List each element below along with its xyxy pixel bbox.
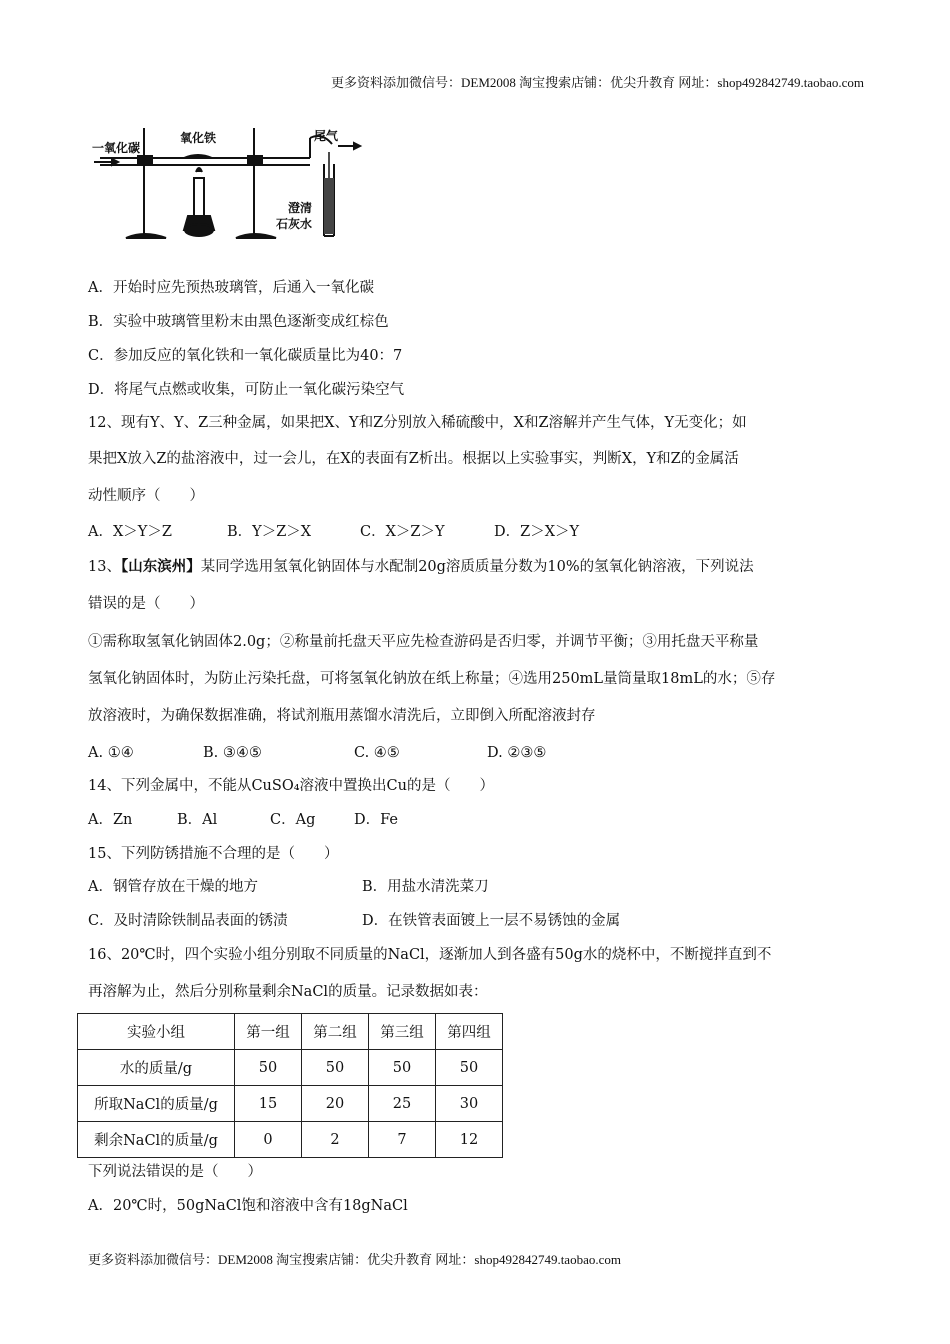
q11-option-c: C．参加反应的氧化铁和一氧化碳质量比为40：7 bbox=[88, 348, 403, 364]
q14-option-a: A．Zn bbox=[88, 812, 133, 828]
table-cell: 30 bbox=[436, 1086, 503, 1122]
q15-option-c: C．及时清除铁制品表面的锈渍 bbox=[88, 913, 288, 929]
table-row bbox=[78, 1050, 503, 1086]
q12-stem-line-3: 动性顺序（ ） bbox=[88, 488, 204, 504]
table-header-cell: 第三组 bbox=[369, 1014, 436, 1050]
q12-stem-line-2: 果把X放入Z的盐溶液中，过一会儿，在X的表面有Z析出。根据以上实验事实，判断X，Y和Z的金属活 bbox=[88, 451, 739, 467]
q14-option-c: C．Ag bbox=[270, 812, 316, 828]
q16-question: 下列说法错误的是（ ） bbox=[88, 1164, 262, 1180]
q15-option-a: A．钢管存放在干燥的地方 bbox=[88, 879, 258, 895]
q11-option-a: A．开始时应先预热玻璃管，后通入一氧化碳 bbox=[88, 280, 374, 296]
q15-option-b: B．用盐水清洗菜刀 bbox=[362, 879, 489, 895]
q11-option-b: B．实验中玻璃管里粉末由黑色逐渐变成红棕色 bbox=[88, 314, 389, 330]
q14-option-d: D．Fe bbox=[354, 812, 398, 828]
table-row bbox=[78, 1086, 503, 1122]
q15-stem: 15、下列防锈措施不合理的是（ ） bbox=[88, 846, 339, 862]
q16-stem-line-1: 16、20℃时，四个实验小组分别取不同质量的NaCl，逐渐加人到各盛有50g水的烧杯中，不断搅拌直到不 bbox=[88, 947, 772, 963]
q14-option-b: B．Al bbox=[177, 812, 218, 828]
q13-option-a: A. ①④ bbox=[88, 745, 134, 761]
page-footer: 更多资料添加微信号：DEM2008 淘宝搜索店铺：优尖升教育 网址：shop492842749.taobao.com bbox=[88, 1252, 621, 1267]
table-cell: 50 bbox=[302, 1050, 369, 1086]
table-header-cell: 第四组 bbox=[436, 1014, 503, 1050]
q13-stem-line-2: 错误的是（ ） bbox=[88, 596, 204, 612]
q11-option-d: D．将尾气点燃或收集，可防止一氧化碳污染空气 bbox=[88, 382, 405, 398]
figure-label-limewater-1: 澄清 bbox=[288, 201, 313, 215]
figure-label-limewater-2: 石灰水 bbox=[276, 217, 313, 231]
co-reduction-apparatus-figure bbox=[92, 118, 364, 246]
table-header-cell: 第二组 bbox=[302, 1014, 369, 1050]
q15-option-d: D．在铁管表面镀上一层不易锈蚀的金属 bbox=[362, 913, 621, 929]
table-cell: 2 bbox=[302, 1122, 369, 1158]
page-header: 更多资料添加微信号：DEM2008 淘宝搜索店铺：优尖升教育 网址：shop492842749.taobao.com bbox=[331, 75, 864, 90]
q13-stem-text: 某同学选用氢氧化钠固体与水配制20g溶质质量分数为10%的氢氧化钠溶液，下列说法 bbox=[200, 559, 754, 575]
table-cell: 0 bbox=[235, 1122, 302, 1158]
table-cell: 50 bbox=[436, 1050, 503, 1086]
q12-option-b: B．Y＞Z＞X bbox=[227, 524, 312, 540]
table-cell: 剩余NaCl的质量/g bbox=[78, 1122, 235, 1158]
table-cell: 50 bbox=[369, 1050, 436, 1086]
table-cell: 所取NaCl的质量/g bbox=[78, 1086, 235, 1122]
figure-label-tail-gas: 尾气 bbox=[314, 129, 339, 143]
q13-source: 【山东滨州】 bbox=[120, 558, 201, 575]
figure-label-iron-oxide: 氧化铁 bbox=[180, 131, 217, 145]
nacl-data-table bbox=[77, 1013, 503, 1158]
table-cell: 50 bbox=[235, 1050, 302, 1086]
table-header-cell: 实验小组 bbox=[78, 1014, 235, 1050]
table-cell: 20 bbox=[302, 1086, 369, 1122]
q13-option-d: D. ②③⑤ bbox=[487, 745, 547, 761]
q12-option-a: A．X＞Y＞Z bbox=[88, 524, 172, 540]
q16-option-a: A．20℃时，50gNaCl饱和溶液中含有18gNaCl bbox=[88, 1198, 408, 1214]
q12-option-d: D．Z＞X＞Y bbox=[494, 524, 580, 540]
table-header-cell: 第一组 bbox=[235, 1014, 302, 1050]
table-cell: 水的质量/g bbox=[78, 1050, 235, 1086]
q13-option-c: C. ④⑤ bbox=[354, 745, 400, 761]
q12-option-c: C．X＞Z＞Y bbox=[360, 524, 445, 540]
q13-stem-line-5: 放溶液时，为确保数据准确，将试剂瓶用蒸馏水清洗后，立即倒入所配溶液封存 bbox=[88, 708, 596, 724]
table-row bbox=[78, 1122, 503, 1158]
figure-label-co: 一氧化碳 bbox=[92, 141, 141, 155]
q12-stem-line-1: 12、现有Y、Y、Z三种金属，如果把X、Y和Z分别放入稀硫酸中，X和Z溶解并产生气体，Y无变化；如 bbox=[88, 415, 747, 431]
table-cell: 7 bbox=[369, 1122, 436, 1158]
q16-stem-line-2: 再溶解为止，然后分别称量剩余NaCl的质量。记录数据如表： bbox=[88, 984, 488, 1000]
q13-option-b: B. ③④⑤ bbox=[203, 745, 262, 761]
table-cell: 25 bbox=[369, 1086, 436, 1122]
q13-stem-line-4: 氢氧化钠固体时，为防止污染托盘，可将氢氧化钠放在纸上称量；④选用250mL量筒量取18mL的水；⑤存 bbox=[88, 671, 776, 687]
table-cell: 12 bbox=[436, 1122, 503, 1158]
table-header-row bbox=[78, 1014, 503, 1050]
q13-number: 13、 bbox=[88, 559, 121, 575]
q14-stem: 14、下列金属中，不能从CuSO₄溶液中置换出Cu的是（ ） bbox=[88, 778, 494, 794]
table-cell: 15 bbox=[235, 1086, 302, 1122]
q13-stem-line-1 bbox=[88, 557, 754, 577]
q13-stem-line-3: ①需称取氢氧化钠固体2.0g；②称量前托盘天平应先检查游码是否归零，并调节平衡；③用托盘天平称量 bbox=[88, 634, 759, 650]
